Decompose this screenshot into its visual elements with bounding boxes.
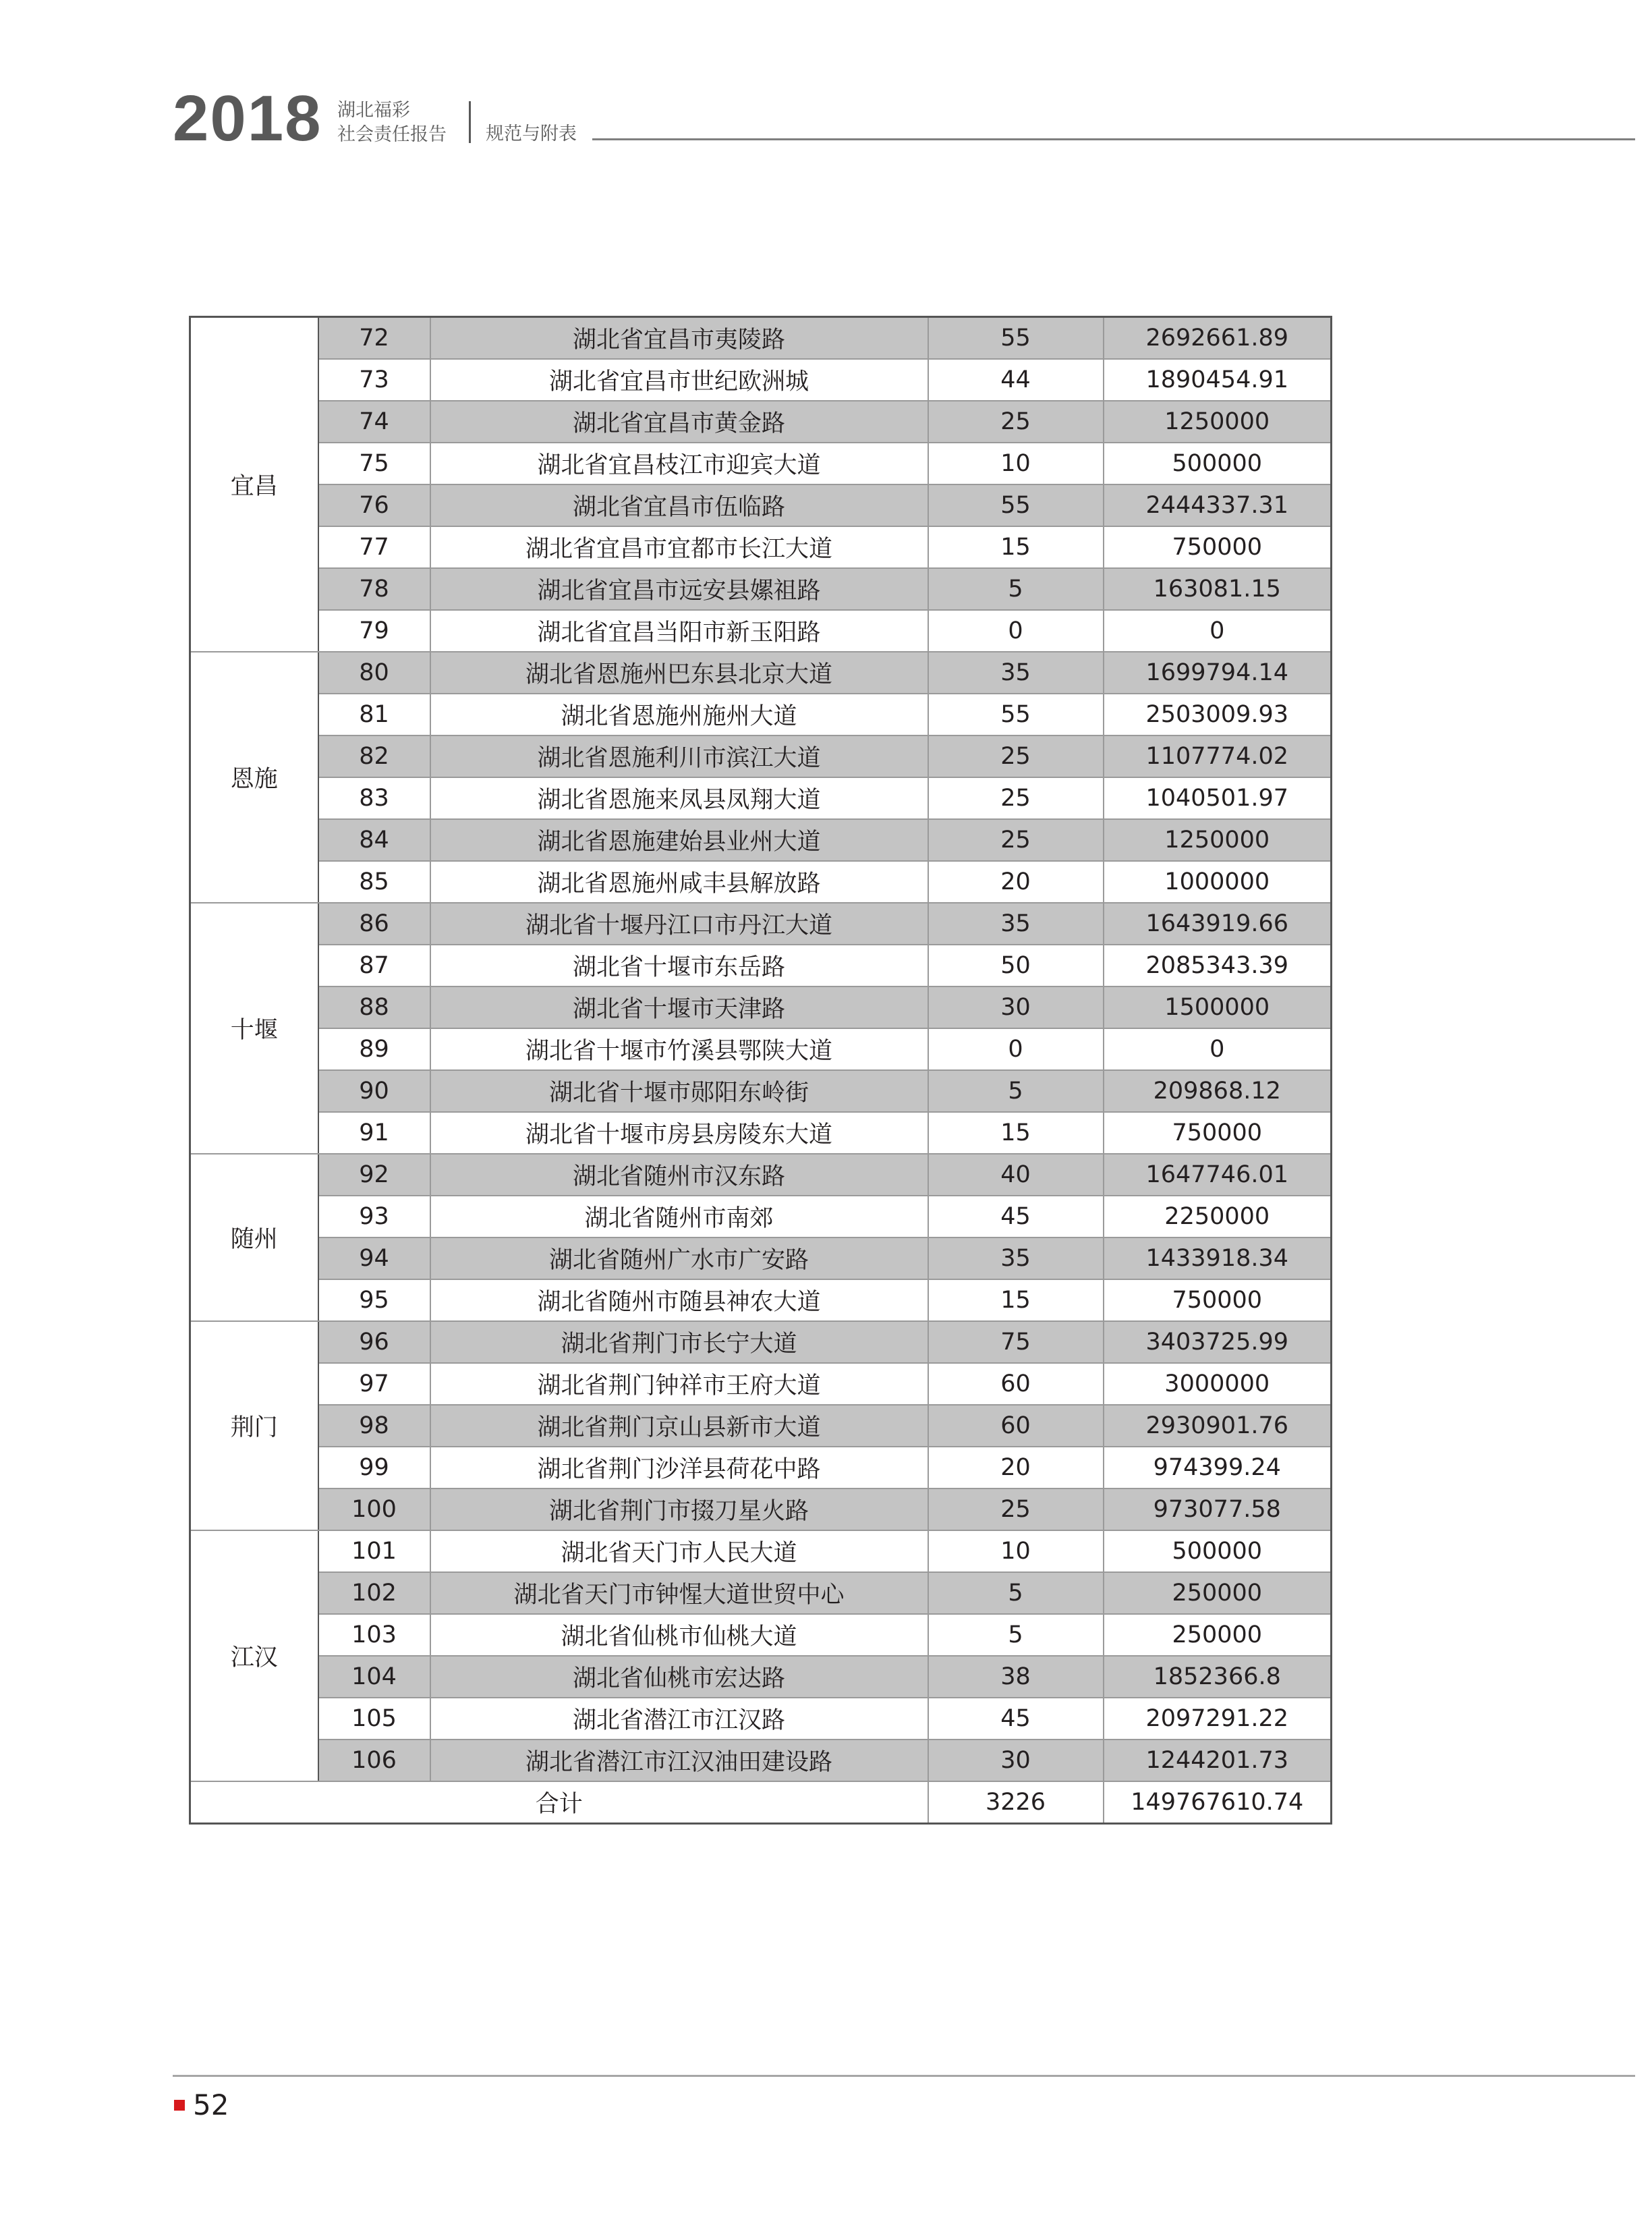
count-cell: 5 (928, 1614, 1104, 1656)
amount-cell: 1250000 (1104, 401, 1332, 443)
table-row (190, 1028, 1332, 1070)
amount-cell: 974399.24 (1104, 1447, 1332, 1488)
address-cell: 湖北省荆门沙洋县荷花中路 (430, 1447, 928, 1488)
address-cell: 湖北省随州广水市广安路 (430, 1237, 928, 1279)
count-cell: 60 (928, 1363, 1104, 1405)
address-cell: 湖北省十堰市郧阳东岭街 (430, 1070, 928, 1112)
count-cell: 55 (928, 484, 1104, 526)
no-cell: 83 (318, 777, 430, 819)
no-cell: 89 (318, 1028, 430, 1070)
region-cell: 十堰 (190, 903, 318, 1154)
table-row (190, 568, 1332, 610)
amount-cell: 1040501.97 (1104, 777, 1332, 819)
count-cell: 38 (928, 1656, 1104, 1698)
table-row (190, 777, 1332, 819)
no-cell: 102 (318, 1572, 430, 1614)
count-cell: 25 (928, 1488, 1104, 1530)
address-cell: 湖北省恩施州巴东县北京大道 (430, 652, 928, 694)
table-row (190, 359, 1332, 401)
amount-cell: 163081.15 (1104, 568, 1332, 610)
amount-cell: 0 (1104, 1028, 1332, 1070)
amount-cell: 250000 (1104, 1572, 1332, 1614)
region-cell: 随州 (190, 1154, 318, 1321)
amount-cell: 1500000 (1104, 986, 1332, 1028)
amount-cell: 1890454.91 (1104, 359, 1332, 401)
address-cell: 湖北省恩施建始县业州大道 (430, 819, 928, 861)
address-cell: 湖北省潜江市江汉油田建设路 (430, 1740, 928, 1781)
address-cell: 湖北省恩施州施州大道 (430, 694, 928, 735)
count-cell: 25 (928, 735, 1104, 777)
footer-rule (173, 2075, 1635, 2077)
no-cell: 85 (318, 861, 430, 903)
page-marker (174, 2100, 185, 2111)
table-row (190, 861, 1332, 903)
no-cell: 103 (318, 1614, 430, 1656)
address-cell: 湖北省天门市人民大道 (430, 1530, 928, 1572)
count-cell: 25 (928, 777, 1104, 819)
count-cell: 5 (928, 1070, 1104, 1112)
table-row (190, 526, 1332, 568)
count-cell: 15 (928, 1279, 1104, 1321)
page-number: 52 (193, 2088, 229, 2121)
amount-cell: 1244201.73 (1104, 1740, 1332, 1781)
amount-cell: 2444337.31 (1104, 484, 1332, 526)
amount-cell: 1107774.02 (1104, 735, 1332, 777)
table-row (190, 945, 1332, 986)
table-row (190, 1530, 1332, 1572)
count-cell: 35 (928, 652, 1104, 694)
no-cell: 88 (318, 986, 430, 1028)
address-cell: 湖北省仙桃市宏达路 (430, 1656, 928, 1698)
amount-cell: 1647746.01 (1104, 1154, 1332, 1196)
address-cell: 湖北省荆门市掇刀星火路 (430, 1488, 928, 1530)
address-cell: 湖北省宜昌当阳市新玉阳路 (430, 610, 928, 652)
header-rule (592, 138, 1635, 140)
amount-cell: 500000 (1104, 443, 1332, 484)
report-year: 2018 (173, 82, 322, 155)
address-cell: 湖北省十堰市竹溪县鄂陕大道 (430, 1028, 928, 1070)
region-cell: 宜昌 (190, 317, 318, 652)
count-cell: 60 (928, 1405, 1104, 1447)
no-cell: 95 (318, 1279, 430, 1321)
count-cell: 20 (928, 1447, 1104, 1488)
table-row (190, 735, 1332, 777)
address-cell: 湖北省荆门钟祥市王府大道 (430, 1363, 928, 1405)
total-count: 3226 (928, 1781, 1104, 1824)
count-cell: 25 (928, 819, 1104, 861)
amount-cell: 3403725.99 (1104, 1321, 1332, 1363)
table-row (190, 401, 1332, 443)
no-cell: 93 (318, 1196, 430, 1237)
amount-cell: 209868.12 (1104, 1070, 1332, 1112)
count-cell: 20 (928, 861, 1104, 903)
address-cell: 湖北省宜昌市夷陵路 (430, 317, 928, 360)
amount-cell: 973077.58 (1104, 1488, 1332, 1530)
amount-cell: 500000 (1104, 1530, 1332, 1572)
outlet-table (189, 316, 1332, 1825)
table-row (190, 986, 1332, 1028)
count-cell: 45 (928, 1698, 1104, 1740)
no-cell: 84 (318, 819, 430, 861)
table-row (190, 1279, 1332, 1321)
no-cell: 96 (318, 1321, 430, 1363)
report-title (337, 99, 447, 147)
count-cell: 15 (928, 526, 1104, 568)
amount-cell: 1250000 (1104, 819, 1332, 861)
table-row (190, 652, 1332, 694)
address-cell: 湖北省十堰市房县房陵东大道 (430, 1112, 928, 1154)
table-row (190, 484, 1332, 526)
count-cell: 40 (928, 1154, 1104, 1196)
address-cell: 湖北省仙桃市仙桃大道 (430, 1614, 928, 1656)
count-cell: 10 (928, 443, 1104, 484)
total-label: 合计 (190, 1781, 928, 1824)
address-cell: 湖北省恩施州咸丰县解放路 (430, 861, 928, 903)
amount-cell: 2503009.93 (1104, 694, 1332, 735)
address-cell: 湖北省宜昌枝江市迎宾大道 (430, 443, 928, 484)
no-cell: 79 (318, 610, 430, 652)
table-row (190, 694, 1332, 735)
table-row (190, 819, 1332, 861)
no-cell: 99 (318, 1447, 430, 1488)
count-cell: 50 (928, 945, 1104, 986)
table-row (190, 1237, 1332, 1279)
count-cell: 35 (928, 1237, 1104, 1279)
address-cell: 湖北省十堰丹江口市丹江大道 (430, 903, 928, 945)
report-title-line1: 湖北福彩 (337, 100, 410, 121)
address-cell: 湖北省恩施利川市滨江大道 (430, 735, 928, 777)
no-cell: 91 (318, 1112, 430, 1154)
table-row (190, 1112, 1332, 1154)
table-row (190, 1196, 1332, 1237)
count-cell: 15 (928, 1112, 1104, 1154)
no-cell: 87 (318, 945, 430, 986)
address-cell: 湖北省十堰市东岳路 (430, 945, 928, 986)
amount-cell: 2085343.39 (1104, 945, 1332, 986)
region-cell: 江汉 (190, 1530, 318, 1781)
amount-cell: 1643919.66 (1104, 903, 1332, 945)
count-cell: 5 (928, 1572, 1104, 1614)
address-cell: 湖北省恩施来凤县凤翔大道 (430, 777, 928, 819)
section-title: 规范与附表 (486, 123, 577, 144)
no-cell: 101 (318, 1530, 430, 1572)
count-cell: 55 (928, 694, 1104, 735)
address-cell: 湖北省荆门京山县新市大道 (430, 1405, 928, 1447)
amount-cell: 750000 (1104, 1112, 1332, 1154)
address-cell: 湖北省天门市钟惺大道世贸中心 (430, 1572, 928, 1614)
no-cell: 97 (318, 1363, 430, 1405)
count-cell: 30 (928, 1740, 1104, 1781)
outlet-table-body (190, 317, 1332, 1824)
count-cell: 30 (928, 986, 1104, 1028)
total-amount: 149767610.74 (1104, 1781, 1332, 1824)
table-row (190, 1740, 1332, 1781)
amount-cell: 750000 (1104, 1279, 1332, 1321)
table-row (190, 1070, 1332, 1112)
no-cell: 75 (318, 443, 430, 484)
table-row (190, 1698, 1332, 1740)
address-cell: 湖北省宜昌市宜都市长江大道 (430, 526, 928, 568)
count-cell: 5 (928, 568, 1104, 610)
table-row (190, 1154, 1332, 1196)
region-cell: 恩施 (190, 652, 318, 903)
address-cell: 湖北省十堰市天津路 (430, 986, 928, 1028)
no-cell: 86 (318, 903, 430, 945)
amount-cell: 1852366.8 (1104, 1656, 1332, 1698)
amount-cell: 1433918.34 (1104, 1237, 1332, 1279)
no-cell: 74 (318, 401, 430, 443)
table-row (190, 1488, 1332, 1530)
address-cell: 湖北省宜昌市伍临路 (430, 484, 928, 526)
count-cell: 0 (928, 1028, 1104, 1070)
no-cell: 78 (318, 568, 430, 610)
amount-cell: 1000000 (1104, 861, 1332, 903)
table-row (190, 443, 1332, 484)
address-cell: 湖北省宜昌市黄金路 (430, 401, 928, 443)
table-row (190, 1614, 1332, 1656)
table-row (190, 1572, 1332, 1614)
table-row (190, 1405, 1332, 1447)
no-cell: 73 (318, 359, 430, 401)
report-title-line2: 社会责任报告 (337, 124, 447, 145)
count-cell: 0 (928, 610, 1104, 652)
no-cell: 105 (318, 1698, 430, 1740)
table-row (190, 1321, 1332, 1363)
amount-cell: 2097291.22 (1104, 1698, 1332, 1740)
table-row (190, 903, 1332, 945)
header-divider (469, 101, 471, 143)
amount-cell: 2930901.76 (1104, 1405, 1332, 1447)
amount-cell: 2692661.89 (1104, 317, 1332, 360)
no-cell: 81 (318, 694, 430, 735)
address-cell: 湖北省随州市汉东路 (430, 1154, 928, 1196)
amount-cell: 750000 (1104, 526, 1332, 568)
count-cell: 35 (928, 903, 1104, 945)
address-cell: 湖北省宜昌市世纪欧洲城 (430, 359, 928, 401)
region-cell: 荆门 (190, 1321, 318, 1530)
no-cell: 76 (318, 484, 430, 526)
count-cell: 44 (928, 359, 1104, 401)
table-row (190, 1656, 1332, 1698)
count-cell: 25 (928, 401, 1104, 443)
amount-cell: 3000000 (1104, 1363, 1332, 1405)
address-cell: 湖北省随州市南郊 (430, 1196, 928, 1237)
address-cell: 湖北省潜江市江汉路 (430, 1698, 928, 1740)
count-cell: 75 (928, 1321, 1104, 1363)
address-cell: 湖北省宜昌市远安县嫘祖路 (430, 568, 928, 610)
amount-cell: 250000 (1104, 1614, 1332, 1656)
count-cell: 45 (928, 1196, 1104, 1237)
total-row (190, 1781, 1332, 1824)
amount-cell: 1699794.14 (1104, 652, 1332, 694)
no-cell: 92 (318, 1154, 430, 1196)
no-cell: 104 (318, 1656, 430, 1698)
amount-cell: 2250000 (1104, 1196, 1332, 1237)
count-cell: 55 (928, 317, 1104, 360)
no-cell: 94 (318, 1237, 430, 1279)
no-cell: 77 (318, 526, 430, 568)
amount-cell: 0 (1104, 610, 1332, 652)
no-cell: 100 (318, 1488, 430, 1530)
table-row (190, 1447, 1332, 1488)
count-cell: 10 (928, 1530, 1104, 1572)
table-row (190, 610, 1332, 652)
table-row (190, 317, 1332, 360)
no-cell: 98 (318, 1405, 430, 1447)
address-cell: 湖北省荆门市长宁大道 (430, 1321, 928, 1363)
no-cell: 80 (318, 652, 430, 694)
no-cell: 106 (318, 1740, 430, 1781)
address-cell: 湖北省随州市随县神农大道 (430, 1279, 928, 1321)
table-row (190, 1363, 1332, 1405)
no-cell: 72 (318, 317, 430, 360)
no-cell: 82 (318, 735, 430, 777)
no-cell: 90 (318, 1070, 430, 1112)
